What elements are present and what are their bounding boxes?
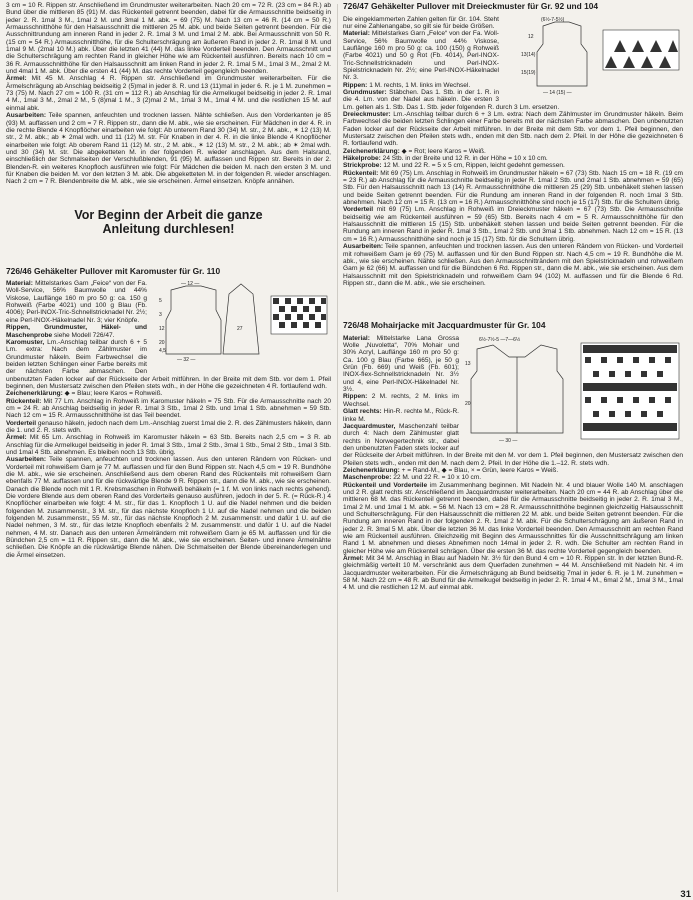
measure-label: 3 <box>159 312 162 319</box>
body: Teile spannen, anfeuchten und trocknen lassen. Nähte schließen. Aus den Vorderkanten je 85 (93) M. auffassen und 2 cm = 7 R. Rippen str., dann die M. abk., wie sie erscheinen. Für Mädchen in der 4. R. in die rechte Blende 4 Knopflöcher einarbeiten wie folgt: Ab unterem Rand 30 (34) M. str., 2 M. abk., ✶ 12 (13) M. str., 2 M. abk.; ab ✶ 2mal wdh. und 11 (12) M. str. Für Knaben in der 4. R. in die linke Blende 4 Knopflöcher einarbeiten wie folgt: Ab oberem Rand 11 (12) M. str., 2 M. abk., ✶ 12 (13) M. str., 2 M. abk.; ab ✶ 2mal wdh. und 30 (34) M. str. Die abgeketteten M. in der folgenden R. wieder anschlagen. Aus dem Halsrand, einschließlich der Schmalseiten der Verschlußblenden, 91 (95) M. auffassen und Rippen str. Bereits in der 2. Blenden-R. ein weiteres Knopfloch ausführen wie folgt: Für Mädchen die beiden M. nach den ersten 3 M. und für Knaben die beiden M. vor den letzten 3 M. abk. Die abgeketteten M. in der folgenden R. wieder anschlagen. Nach 2 cm = 7 R. Blendenbreite die M. abk., wie sie erscheinen. Ärmel einsetzen. Knöpfe annähen. <box>6 112 331 186</box>
pattern-726-47-title: 726/47 Gehäkelter Pullover mit Dreieckmuster für Gr. 92 und 104 <box>343 1 599 11</box>
body: Teile spannen, anfeuchten und trocknen lassen. Aus den unteren Rändern von Rücken- und Vorderteil mit rohweißem Garn je 77 M. auffassen und für den Bund Rippen str. Nach 4,5 cm = 19 R. Bundhöhe die M. abk., wie sie erscheinen. Anschließend aus dem oberen Rand des Rückenteils mit rohweißem Garn ebenfalls 77 M. auffassen und für die rückwärtige Blende 9 R. Rippen str., dann die M. abk., wie sie erscheinen. Danach die Blende noch mit 1 R. Krebsmaschen in Rohweiß behäkeln (= 1 f. M. von links nach rechts gehend). Die vordere Blende aus dem oberen Rand des Vorderteils genauso ausführen, jedoch in der 5. R. (= Rück-R.) 4 Knopflöcher einarbeiten wie folgt: 4 M. str., für das 1. Knopfloch 1 U. auf die Nadel nehmen und die beiden folgenden M. zusammenstr., 3 M. str., für das nächste Knopfloch 1 U. auf die Nadel nehmen und die beiden folgenden M. zusammenstr., 55 M. str., für das nächste Knopfloch 2 M. zusammenstr. und dafür 1 U. auf die Nadel nehmen, 3 M. str., für das letzte Knopfloch ebenfalls 2 M. zusammenstr. und dafür 1 U. auf die Nadel nehmen, 4 M. str. Danach aus den unteren Ärmelrändern mit rohweißem Garn je 65 M. auffassen und für die Bündchen 2,5 cm = 11 R. Rippen str., dann die M. abk., wie sie erscheinen. Seiten- und innere Ärmelnähte schließen. Die Knöpfe an die rückwärtige Blende nähen. Die Schmalseiten der Blende übereinanderlegen und die Ärmel einsetzen. <box>6 456 331 559</box>
schematic-and-chart-726-48 <box>463 335 683 445</box>
diagram-726-46 <box>151 280 331 366</box>
schematic-and-chart-726-46 <box>151 280 331 364</box>
back-paragraph <box>343 170 683 207</box>
body: 2 M. rechts, 2 M. links im Wechsel. <box>343 393 459 408</box>
body: Mit 77 Lm. Anschlag in Rohweiß im Karomuster häkeln = 75 Stb. Für die Armausschnitte nach 20 cm = 24 R. ab Anschlag beidseitig in jeder R. 1mal 3 Stb., 1mal 2 Stb. und 1mal 1 Stb. abnehmen = 59 Stb. Nach 12 cm = 15 R. Armausschnitthöhe ist das Teil beendet. <box>6 397 331 420</box>
body: siehe Modell 726/47. <box>54 331 115 339</box>
front-paragraph <box>343 206 683 243</box>
intro-paragraph: Die eingeklammerten Zahlen gelten für Gr. 104. Steht nur eine Zahlenangabe, so gilt sie für beide Größen. <box>343 15 499 30</box>
label: Maschenprobe: <box>343 474 392 482</box>
back-paragraph <box>6 398 331 420</box>
label: Rippen: <box>343 393 368 401</box>
measure-label: — 14 (15) — <box>543 89 572 96</box>
body: Hin-R. rechte M., Rück-R. linke M. <box>343 408 459 423</box>
sleeve-schematic <box>223 284 259 354</box>
label: Vorderteil <box>6 419 37 427</box>
label: Rippen, Grundmuster, Häkel- und Maschenprobe <box>6 324 147 339</box>
notice-line-1: Vor Beginn der Arbeit die ganze <box>74 207 263 222</box>
legend-paragraph <box>343 148 683 155</box>
triangle-pattern-paragraph <box>343 111 683 148</box>
body: ◆ = Rot; leere Karos = Weiß. <box>401 147 486 155</box>
label: Rippen: <box>343 81 368 89</box>
body: Mit 45 M. Anschlag 4 R. Rippen str. Anschließend im Grundmuster weiterarbeiten. Für die Ärmelschrägung ab Anschlag beidseitig 2 (5)mal in jeder 8. R. und 13 (11)mal in jeder 6. R. je 1 M. zunehmen = 73 (75) M. Nach 27 cm = 100 R. (31 cm = 112 R.) ab Anschlag für die Armelkugel beidseitig in jeder 2. R. 1mal 4 M., 1mal 3 M., 2mal 2 M., 5 (8)mal 1 M., 3 (2)mal 2 M., 1mal 3 M., 1mal 4 M. und die restlichen 15 M. auf einmal abk. <box>6 75 331 112</box>
notice-box <box>6 208 331 237</box>
measure-label: 12 <box>159 326 165 333</box>
body: Mittelstarkes Garn „Felce“ von der Fa. Woll-Service, 56% Baumwolle und 44% Viskose, Lauflänge 160 m pro 50 g: ca. 100 (150) g Rohweiß (Farbe 4021) und 50 g Rot (Fb. 4014), Perl-INOX-Tric-Schnellstricknadeln und Perl-INOX-Spielstricknadeln Nr. 2½; eine Perl-INOX-Häkelnadel Nr. 3. <box>343 30 499 82</box>
label: Ausarbeiten: <box>6 456 47 464</box>
legend-paragraph <box>6 390 331 397</box>
body-schematic <box>166 286 221 354</box>
label: Material: <box>343 334 370 342</box>
label: Rückenteil: <box>343 169 379 177</box>
label: Häkelprobe: <box>343 155 381 163</box>
measure-label: 20 <box>465 400 471 407</box>
notice-line-2: Anleitung durchlesen! <box>102 222 235 237</box>
left-column <box>6 2 331 895</box>
pattern-726-48-title: 726/48 Mohairjacke mit Jacquardmuster für Gr. 104 <box>343 320 546 331</box>
label: Rückenteil und Vorderteile <box>343 481 428 489</box>
measure-label: 20 <box>159 340 165 347</box>
sleeve-paragraph <box>6 75 331 112</box>
back-and-fronts-paragraph <box>343 482 683 555</box>
karo-chart <box>271 296 327 334</box>
sleeve-paragraph <box>343 555 683 592</box>
body: mit 69 (75) Lm. Anschlag in Rohweiß im Dreieckmuster häkeln = 67 (73) Stb. Die Armausschnitte beidseitig wie am Rückenteil ausführen = 59 (65) Stb. Bereits nach 4 cm = 5 R. Armausschnitthöhe für den Halsausschnitt die mittleren 15 (15) Stb. unbehäkelt stehen lassen und beide Seiten getrennt beenden. Für die Rundung am inneren Rand in jeder R. 1mal 3 Stb., 1mal 2 Stb. und 3mal 1 Stb. abnehmen. Nach 12 cm = 15 R. (13 cm = 16 R.) Armausschnitthöhe sind noch je 15 (17) Stb. für die Schultern übrig. <box>343 206 683 243</box>
pattern-726-46-title: 726/46 Gehäkelter Pullover mit Karomuster für Gr. 110 <box>6 265 221 276</box>
label: Zeichenerklärung: <box>343 147 400 155</box>
body: Mit 69 (75) Lm. Anschlag in Rohweiß im Grundmuster häkeln = 67 (73) Stb. Nach 15 cm = 18 R. (19 cm = 23 R.) ab Anschlag für die Armausschnitte beidseitig in jeder R. 1mal 2 Stb. und 2mal 1 Stb. abnehmen = 59 (65) Stb. Für den Halsausschnitt nach 13 (14) R. Armausschnitthöhe die mittleren 25 (29) Stb. unbehäkelt stehen lassen und beide Seiten getrennt beenden. Für die Rundung am inneren Rand in der folgenden R. noch 1mal 3 Stb. abnehmen. Nach 12 cm = 15 R. (13 cm = 16 R.) Armausschnitthöhe sind noch je 15 (17) Stb. für die Schultern übrig. <box>343 169 683 207</box>
measure-label: 27 <box>237 326 243 333</box>
gauge-paragraph <box>343 474 683 481</box>
label: Strickprobe: <box>343 162 382 170</box>
diagram-726-48 <box>463 335 683 447</box>
legend-paragraph <box>343 467 683 474</box>
body-schematic <box>537 22 587 86</box>
label: Vorderteil <box>343 206 374 214</box>
body: Teile spannen, anfeuchten und trocknen lassen. Aus den unteren Rändern von Rücken- und Vorderteil mit rohweißem Garn je 69 (75) M. auffassen und für den Bund Rippen str. Nach 4,5 cm = 19 R. Bundhöhe die M. abk., wie sie erscheinen. Nähte schließen. Aus den Armausschnitträndern mit den Spielstricknadeln und rohweißem Garn je 62 (66) M. auffassen und für die Bündchen 6 Rd. Rippen str., dann die M. abk., wie sie erscheinen. Aus dem Halsausschnitt mit den Spielstricknadeln und rohweißem Garn 94 (102) M. auffassen und für die Blende 6 Rd. Rippen str., dann die M. abk., wie sie erscheinen. <box>343 243 683 287</box>
measure-label: 5 <box>159 298 162 305</box>
schematic-and-chart-726-47 <box>503 16 683 96</box>
jacquard-chart <box>581 343 679 439</box>
measure-label: 4,5 <box>159 348 166 355</box>
label: Ärmel: <box>6 75 27 83</box>
label: Material: <box>6 280 33 288</box>
measure-label: 13(14) <box>521 51 536 58</box>
front-paragraph <box>6 420 331 435</box>
knit-gauge-paragraph <box>343 162 683 169</box>
measure-label: — 30 — <box>499 437 518 444</box>
body: Maschenzahl teilbar durch 4: Nach dem Zählmuster glatt rechts in Norwegertechnik str., dabei den unbenutzten Faden stets locker auf der Rückseite der Arbeit mitführen. In der Breite mit den M. vor dem 1. Pfeil beginnen, den Mustersatz zwischen den Pfeilen stets wdh., enden mit den M. nach dem 2. Pfeil. In der Höhe die 1.–12. R. stets wdh. <box>343 422 683 467</box>
measure-label: — 32 — <box>177 357 196 364</box>
label: Grundmuster: <box>343 88 387 96</box>
body: ◆ = Blau; leere Karos = Rohweiß. <box>64 390 163 398</box>
label: Ärmel: <box>6 434 27 442</box>
label: Zeichenerklärung: <box>343 466 400 474</box>
body: Lm.-Anschlag teilbar durch 6 + 5 Lm. extra: Nach dem Zählmuster im Grundmuster häkeln. Beim Farbwechsel die beiden letzten Schlingen einer Farbe bereits mit der nächsten Farbe abmaschen. Den unbenutzten Faden locker auf der Rückseite der Arbeit mitführen. In der Breite mit dem Stb. vor dem 1. Pfeil beginnen, den Mustersatz zwischen den Pfeilen stets wdh., in der Höhe die gezeichneten 4 R. fortlaufend wdh. <box>6 338 331 390</box>
label: Material: <box>343 30 370 38</box>
body: + = Rand-M., ◆ = Blau, × = Grün, leere Karos = Weiß. <box>401 466 559 474</box>
measure-label: 12 <box>528 33 534 40</box>
measure-label: 13 <box>465 360 471 367</box>
label: Rückenteil: <box>6 397 42 405</box>
diagram-726-47 <box>503 16 683 98</box>
measure-label: — 12 — <box>181 281 200 288</box>
body: im Zusammenhang beginnen. Mit Nadeln Nr. 4 und blauer Wolle 140 M. anschlagen und 2 R. glatt rechts str. Anschließend im Jacquardmuster weiterarbeiten. Nach 20 cm = 44 R. ab Anschlag über die mittleren 68 M. das Rückenteil getrennt beenden, dabei für die Armausschnitte beidseitig in jeder 2. R. 1mal 3 M., 1mal 2 M. und 1mal 1 M. abk. = 56 M. Nach 13 cm = 28 R. Armausschnitthöhe beginnen gleichzeitig Halsausschnitt und Schulterschrägung. Für den Halsausschnitt die mittleren 22 M. abk. und beide Seiten getrennt beenden. Für die Rundung am inneren Rand in der folgenden 2. R. 1mal 2 M. abk. Für die Schulterschrägung am äußeren Rand in jeder 2. R. 3mal 5 M. abk. Über die letzten 36 M. das linke Vorderteil beenden. Den Armausschnitt am rechten Rand wie am Rückenteil ausführen. Gleichzeitig mit Beginn des Armausschnittes für die Ausschnittschrägung am linken Rand 1 M. abnehmen und dieses Abnehmen noch 14mal in jeder 2. R. wdh. Die Schulter am rechten Rand in gleicher Höhe wie am Rückenteil schrägen. Über die ersten 36 M. das rechte Vorderteil gegengleich beenden. <box>343 481 683 555</box>
crochet-gauge-paragraph <box>343 155 683 162</box>
column-divider <box>337 4 338 892</box>
finishing-paragraph <box>6 456 331 559</box>
body: Lm.-Anschlag teilbar durch 6 + 3 Lm. extra: Nach dem Zählmuster im Grundmuster häkeln. Beim Farbwechsel die beiden letzten Schlingen einer Farbe bereits mit der nächsten Farbe abmaschen. Den unbenutzten Faden locker auf der Rückseite der Arbeit mitführen. In der Breite mit dem Stb. vor dem 1. Pfeil beginnen, den Mustersatz zwischen den Pfeilen stets wdh., enden mit den Stb. nach dem 2. Pfeil. In der Höhe die gezeichneten 6 R. fortlaufend wdh. <box>343 110 683 148</box>
finishing-paragraph <box>6 112 331 185</box>
body: Mittelstarke Lana Grossa Wolle „Nuvoletta“, 70% Mohair und 30% Acryl, Lauflänge 160 m pro 50 g: Ca. 100 g Blau (Farbe 665), je 50 g Grün (Fb. 669) und Weiß (Fb. 601); INOX-flex-Schnellstricknadeln Nr. 3½ und 4, eine Perl-INOX-Häkelnadel Nr. 3½. <box>343 334 459 394</box>
label: Zeichenerklärung: <box>6 390 63 398</box>
page-number: 31 <box>680 889 691 900</box>
intro-paragraph-1: 3 cm = 10 R. Rippen str. Anschließend im Grundmuster weiterarbeiten. Nach 20 cm = 72 R. (23 cm = 84 R.) ab Bund über die mittleren 85 (91) M. das Rückenteil getrennt beenden, dabei für die Armausschnitte beidseitig in jeder 2. R. 1mal 3 M., 1mal 2 M. und 3mal 1 M. abk. = 69 (75) M. Nach 13 cm = 46 R. (14 cm = 50 R.) Armausschnitthöhe für den Halsausschnitt die mittleren 25 M. abk. und beide Seiten getrennt beenden. Für die Ausschnittrundung am inneren Rand in jeder 2. R. 1mal 3 M. und 1mal 2 M. abk. Bei Armausschnitt von 50 R. (15 cm = 54 R.) Armausschnitthöhe, für die Schulterschrägung am äußeren Rand in jeder 2. R. 1mal 8 M. und 1mal 9 M. (2mal 10 M.) abk. Über die letzten 41 (44) M. das linke Vorderteil beenden. Den Armausschnitt und die Schulterschrägung am rechten Rand in gleicher Höhe wie am Rückenteil ausführen. Bereits nach 10 cm = 36 R. Armausschnitthöhe für den Halsausschnitt am linken Rand in jeder 2. R. 1mal 5 M., 1mal 3 M., 2mal 2 M. und 4mal 1 M. abk. Über die ersten 41 (44) M. das rechte Vorderteil gegengleich beenden. <box>6 2 331 76</box>
label: Karomuster, <box>6 338 45 346</box>
measure-label: 6½-7½-5 —7—6½ <box>479 336 521 343</box>
label: Jacquardmuster, <box>343 422 396 430</box>
label: Ausarbeiten: <box>343 243 384 251</box>
right-column <box>343 2 683 895</box>
finishing-paragraph <box>343 243 683 287</box>
label: Glatt rechts: <box>343 408 382 416</box>
sleeve-paragraph <box>6 434 331 456</box>
measure-label: 15(19) <box>521 69 536 76</box>
body: Mittelstarkes Garn „Feice“ von der Fa. Woll-Service, 56% Baumwolle und 44% Viskose, Lauflänge 160 m pro 50 g: ca. 150 g Rohweiß (Farbe 4021) und 100 g Blau (Fb. 4006); Perl-INOX-Tric-Schnellstricknadel Nr. 2½; eine Perl-INOX-Häkelnadel Nr. 3; vier Knöpfe. <box>6 280 147 324</box>
body: 12 M. und 22 R. = 5 x 5 cm, Rippen, leicht gedehnt gemessen. <box>383 162 565 170</box>
body: Mit 65 Lm. Anschlag in Rohweiß im Karomuster häkeln = 63 Stb. Bereits nach 2,5 cm = 3 R. ab Anschlag für die Armelkugel beidseitig in jeder R. 1mal 3 Stb., 1mal 2 Stb., 3mal 1 Stb., 5mal 2 Stb., 1mal 3 Stb. und 1mal 4 Stb. abnehmen. Es bleiben noch 13 Stb. übrig. <box>6 434 331 456</box>
label: Ausarbeiten: <box>6 112 47 120</box>
body: Stäbchen. Das 1. Stb. in der 1. R. in die 4. Lm. von der Nadel aus häkeln. Die ersten 3 Lm. gelten als 1. Stb. Das 1. Stb. jeder folgenden R. durch 3 Lm. ersetzen. <box>343 88 560 111</box>
body: 24 Stb. in der Breite und 12 R. in der Höhe = 10 x 10 cm. <box>382 155 548 163</box>
body: 22 M. und 22 R. = 10 x 10 cm. <box>393 474 482 482</box>
label: Ärmel: <box>343 555 364 563</box>
triangle-chart <box>603 30 679 70</box>
body: 1 M. rechts, 1 M. links im Wechsel. <box>369 81 471 89</box>
body: Mit 34 M. Anschlag in Blau auf Nadeln Nr. 3½ für den Bund 4 cm = 10 R. Rippen str. In der letzten Bund-R. gleichmäßig verteilt 10 M. verschränkt aus dem Querfaden zunehmen = 44 M. Anschließend mit Nadeln Nr. 4 im Jacquardmuster weiterarbeiten. Für die Ärmelschrägung ab Bund beidseitig 7mal in jeder 6. R. je 1 M. zunehmen = 58 M. Nach 22 cm = 48 R. ab Bund für die Armelkugel beidseitig in jeder 2. R. 1mal 4 M., 6mal 2 M., 1mal 3 M., 1mal 4 M. und die restlichen 12 M. auf einmal abk. <box>343 555 683 592</box>
label: Dreieckmuster: <box>343 110 391 118</box>
body: genauso häkeln, jedoch nach dem Lm.-Anschlag zuerst 1mal die 2. R. des Zählmusters häkeln, dann die 1. und 2. R. stets wdh. <box>6 419 331 434</box>
measure-label: (6½-7-5½) <box>541 16 565 23</box>
